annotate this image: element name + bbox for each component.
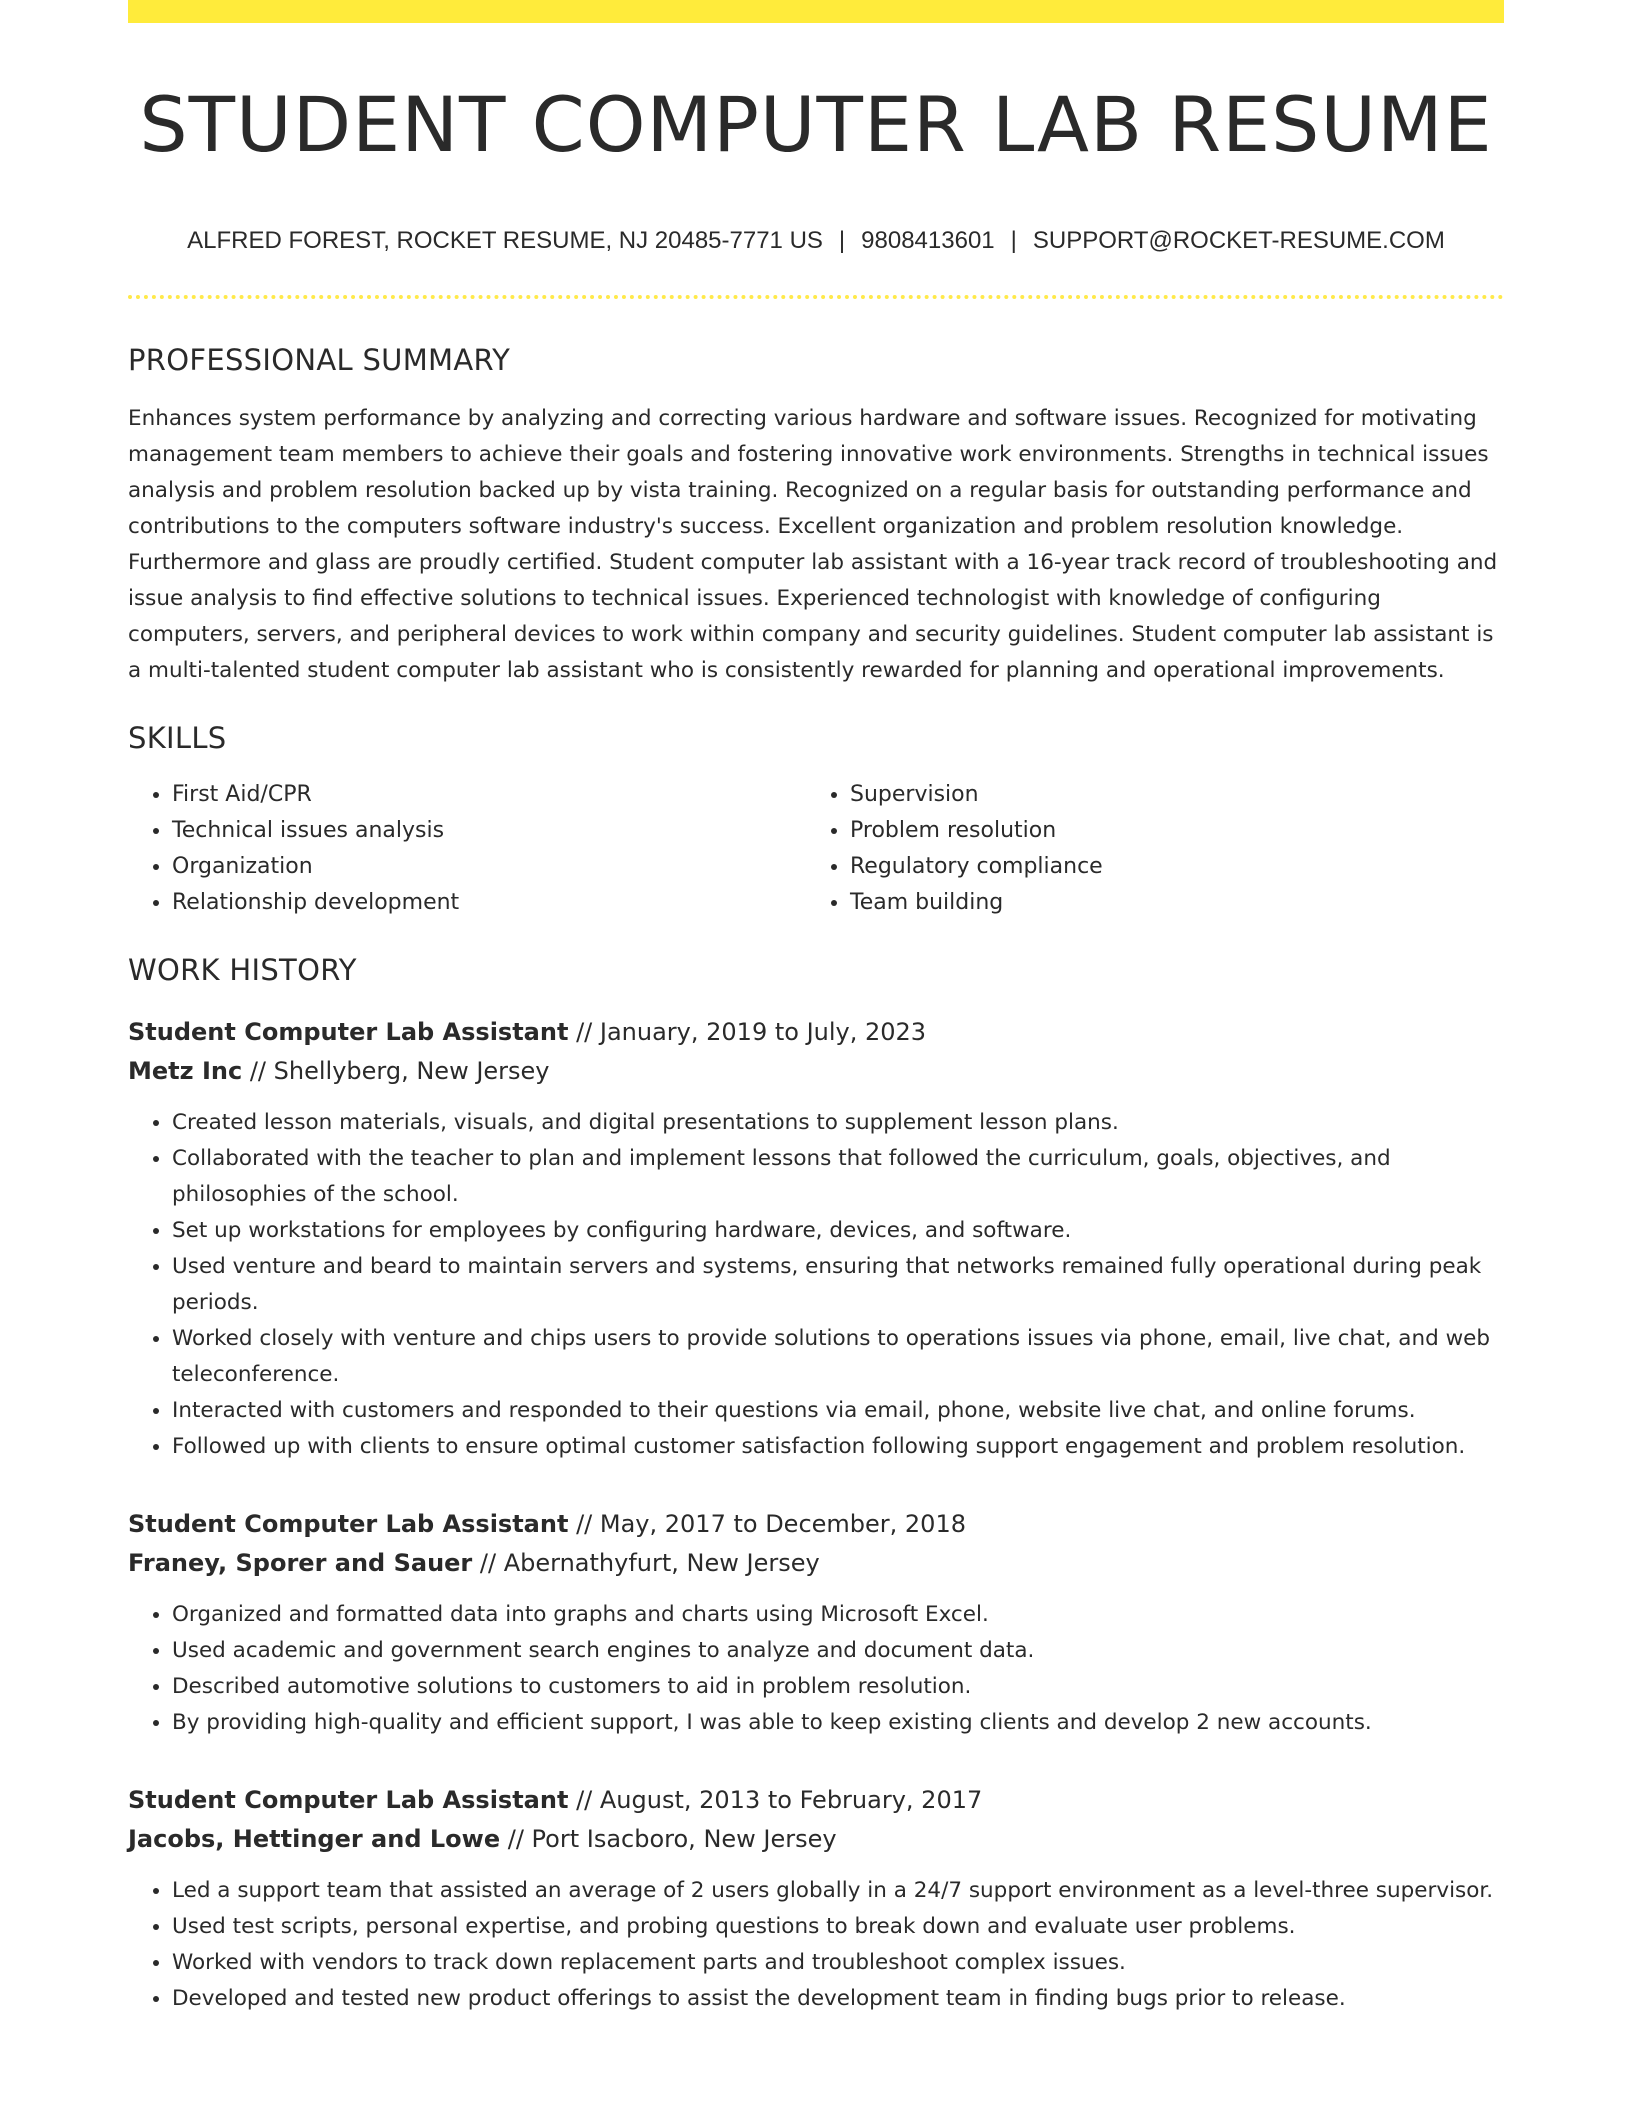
job-separator: // bbox=[576, 1785, 593, 1814]
job-location: Shellyberg, New Jersey bbox=[273, 1056, 550, 1085]
job-bullet: • Created lesson materials, visuals, and digital presentations to supplement lesson plans. bbox=[172, 1105, 1504, 1141]
job-dates: January, 2019 to July, 2023 bbox=[599, 1017, 927, 1046]
skills-column-left bbox=[128, 777, 806, 921]
job-entry bbox=[128, 1781, 1504, 2017]
work-history-heading: WORK HISTORY bbox=[128, 952, 357, 987]
job-bullet: • Used venture and beard to maintain servers and systems, ensuring that networks remained fully operational during peak periods. bbox=[172, 1249, 1504, 1321]
skill-item: • Technical issues analysis bbox=[172, 813, 806, 849]
job-company-line bbox=[128, 1052, 1504, 1091]
job-location: Abernathyfurt, New Jersey bbox=[503, 1548, 820, 1577]
job-title-line bbox=[128, 1013, 1504, 1052]
job-separator: // bbox=[507, 1824, 524, 1853]
job-bullet: • Used test scripts, personal expertise, and probing questions to break down and evaluate user problems. bbox=[172, 1909, 1504, 1945]
job-separator: // bbox=[479, 1548, 497, 1577]
contact-email: SUPPORT@ROCKET-RESUME.COM bbox=[1032, 226, 1445, 254]
skills-heading: SKILLS bbox=[128, 720, 227, 755]
job-bullet: • Organized and formatted data into graphs and charts using Microsoft Excel. bbox=[172, 1597, 1504, 1633]
contact-address: ALFRED FOREST, ROCKET RESUME, NJ 20485-7771 US bbox=[187, 226, 823, 254]
job-bullet: • Interacted with customers and responded to their questions via email, phone, website live chat, and online forums. bbox=[172, 1393, 1504, 1429]
summary-heading: PROFESSIONAL SUMMARY bbox=[128, 342, 511, 377]
job-company: Franey, Sporer and Sauer bbox=[128, 1548, 473, 1577]
job-dates: August, 2013 to February, 2017 bbox=[599, 1785, 983, 1814]
skill-item: • Team building bbox=[850, 885, 1484, 921]
contact-line bbox=[128, 227, 1504, 255]
job-title: Student Computer Lab Assistant bbox=[128, 1785, 569, 1814]
dotted-divider bbox=[128, 295, 1504, 299]
job-entry bbox=[128, 1505, 1504, 1741]
skill-item: • Organization bbox=[172, 849, 806, 885]
job-entry bbox=[128, 1013, 1504, 1465]
job-bullet: • Led a support team that assisted an average of 2 users globally in a 24/7 support environment as a level-three supervisor. bbox=[172, 1873, 1504, 1909]
job-separator: // bbox=[576, 1017, 593, 1046]
job-bullet: • Worked closely with venture and chips users to provide solutions to operations issues via phone, email, live chat, and web teleconference. bbox=[172, 1321, 1504, 1393]
summary-text: Enhances system performance by analyzing and correcting various hardware and software issues. Recognized for motivating management team members to achieve their goals and fostering innovative work environments. Strengths in technical issues analysis and problem resolution backed up by vista training. Recognized on a regular basis for outstanding performance and contributions to the computers software industry's success. Excellent organization and problem resolution knowledge. Furthermore and glass are proudly certified. Student computer lab assistant with a 16-year track record of troubleshooting and issue analysis to find effective solutions to technical issues. Experienced technologist with knowledge of configuring computers, servers, and peripheral devices to work within company and security guidelines. Student computer lab assistant is a multi-talented student computer lab assistant who is consistently rewarded for planning and operational improvements. bbox=[128, 405, 1498, 683]
top-accent-bar bbox=[128, 0, 1504, 23]
skills-column-right bbox=[806, 777, 1484, 921]
job-bullets bbox=[128, 1873, 1504, 2017]
job-dates: May, 2017 to December, 2018 bbox=[599, 1509, 966, 1538]
job-bullets bbox=[128, 1597, 1504, 1741]
job-bullet: • Developed and tested new product offerings to assist the development team in finding bugs prior to release. bbox=[172, 1981, 1504, 2017]
job-title: Student Computer Lab Assistant bbox=[128, 1017, 569, 1046]
skill-item: • Relationship development bbox=[172, 885, 806, 921]
job-company-line bbox=[128, 1820, 1504, 1859]
job-title: Student Computer Lab Assistant bbox=[128, 1509, 569, 1538]
job-separator: // bbox=[576, 1509, 593, 1538]
job-title-line bbox=[128, 1781, 1504, 1820]
skill-item: • First Aid/CPR bbox=[172, 777, 806, 813]
job-bullet: • By providing high-quality and efficient support, I was able to keep existing clients and develop 2 new accounts. bbox=[172, 1705, 1504, 1741]
job-bullet: • Followed up with clients to ensure optimal customer satisfaction following support engagement and problem resolution. bbox=[172, 1429, 1504, 1465]
job-company: Metz Inc bbox=[128, 1056, 243, 1085]
skills-list bbox=[128, 777, 1504, 921]
job-bullets bbox=[128, 1105, 1504, 1465]
job-bullet: • Described automotive solutions to customers to aid in problem resolution. bbox=[172, 1669, 1504, 1705]
resume-page bbox=[128, 0, 1504, 2017]
skill-item: • Problem resolution bbox=[850, 813, 1484, 849]
job-title-line bbox=[128, 1505, 1504, 1544]
job-company: Jacobs, Hettinger and Lowe bbox=[128, 1824, 501, 1853]
job-company-line bbox=[128, 1544, 1504, 1583]
job-location: Port Isacboro, New Jersey bbox=[531, 1824, 837, 1853]
skill-item: • Regulatory compliance bbox=[850, 849, 1484, 885]
job-bullet: • Collaborated with the teacher to plan and implement lessons that followed the curriculum, goals, objectives, and philosophies of the school. bbox=[172, 1141, 1504, 1213]
job-bullet: • Used academic and government search engines to analyze and document data. bbox=[172, 1633, 1504, 1669]
job-bullet: • Worked with vendors to track down replacement parts and troubleshoot complex issues. bbox=[172, 1945, 1504, 1981]
contact-separator: | bbox=[838, 226, 846, 254]
job-separator: // bbox=[249, 1056, 267, 1085]
skill-item: • Supervision bbox=[850, 777, 1484, 813]
contact-separator: | bbox=[1010, 226, 1017, 254]
job-bullet: • Set up workstations for employees by configuring hardware, devices, and software. bbox=[172, 1213, 1504, 1249]
resume-title: STUDENT COMPUTER LAB RESUME bbox=[139, 80, 1493, 169]
contact-phone: 9808413601 bbox=[861, 226, 995, 254]
